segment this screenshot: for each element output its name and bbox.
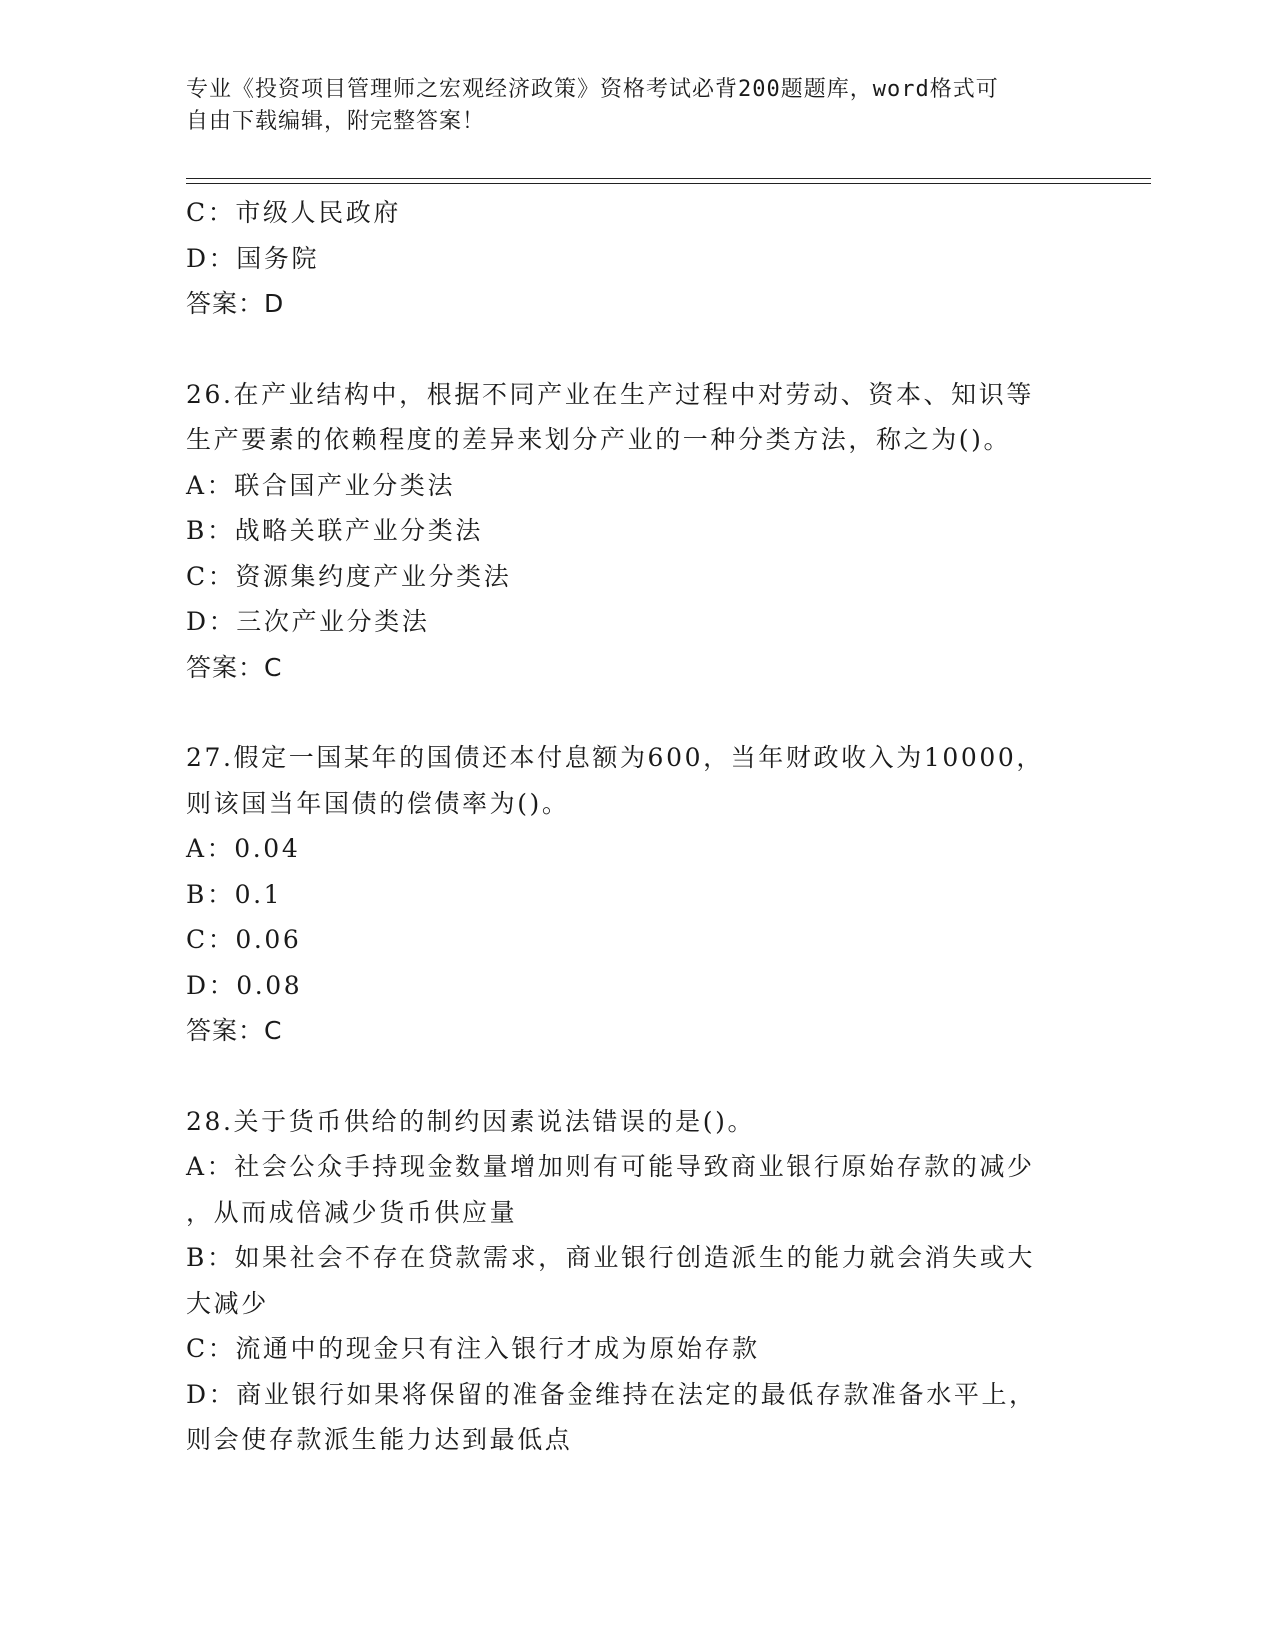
option-d: D：0.08 [186,970,303,1000]
option-d-line-2: 则会使存款派生能力达到最低点 [186,1425,573,1454]
option-b: B：战略关联产业分类法 [186,516,483,545]
question-26 [186,372,1076,691]
answer-line: 答案：C [186,652,283,682]
question-list [186,190,1076,1463]
answer-line: 答案：C [186,1016,283,1045]
header-line-2: 自由下载编辑，附完整答案！ [186,109,486,134]
question-stem-line-1: 28.关于货币供给的制约因素说法错误的是()。 [186,1106,756,1136]
option-a: A：0.04 [186,834,301,863]
spacer [186,1054,1076,1099]
header-divider-bottom [186,183,1151,184]
question-stem-line-2: 则该国当年国债的偿债率为()。 [186,788,570,818]
option-c: C：资源集约度产业分类法 [186,561,512,591]
question-stem-line-1: 26.在产业结构中，根据不同产业在生产过程中对劳动、资本、知识等 [186,379,1034,409]
option-b-line-1: B：如果社会不存在贷款需求，商业银行创造派生的能力就会消失或大 [186,1243,1035,1272]
option-a-line-1: A：社会公众手持现金数量增加则有可能导致商业银行原始存款的减少 [186,1152,1035,1181]
option-b: B：0.1 [186,879,283,909]
question-25-continued [186,190,1076,327]
option-d: D：三次产业分类法 [186,607,430,636]
spacer [186,327,1076,372]
question-stem-line-2: 生产要素的依赖程度的差异来划分产业的一种分类方法，称之为()。 [186,425,1012,454]
option-b-line-2: 大减少 [186,1288,269,1318]
option-d: D：国务院 [186,243,320,273]
question-27 [186,735,1076,1054]
question-28 [186,1099,1076,1463]
option-c: C：市级人民政府 [186,198,401,227]
spacer [186,690,1076,735]
header-line-1: 专业《投资项目管理师之宏观经济政策》资格考试必背200题题库，word格式可 [186,77,999,102]
option-a-line-2: ，从而成倍减少货币供应量 [186,1197,518,1227]
document-header [186,74,1066,138]
option-d-line-1: D：商业银行如果将保留的准备金维持在法定的最低存款准备水平上， [186,1379,1037,1409]
option-a: A：联合国产业分类法 [186,470,456,500]
option-c: C：0.06 [186,925,302,954]
option-c: C：流通中的现金只有注入银行才成为原始存款 [186,1334,760,1363]
header-divider-top [186,178,1151,179]
answer-line: 答案：D [186,289,285,318]
question-stem-line-1: 27.假定一国某年的国债还本付息额为600，当年财政收入为10000， [186,743,1045,772]
